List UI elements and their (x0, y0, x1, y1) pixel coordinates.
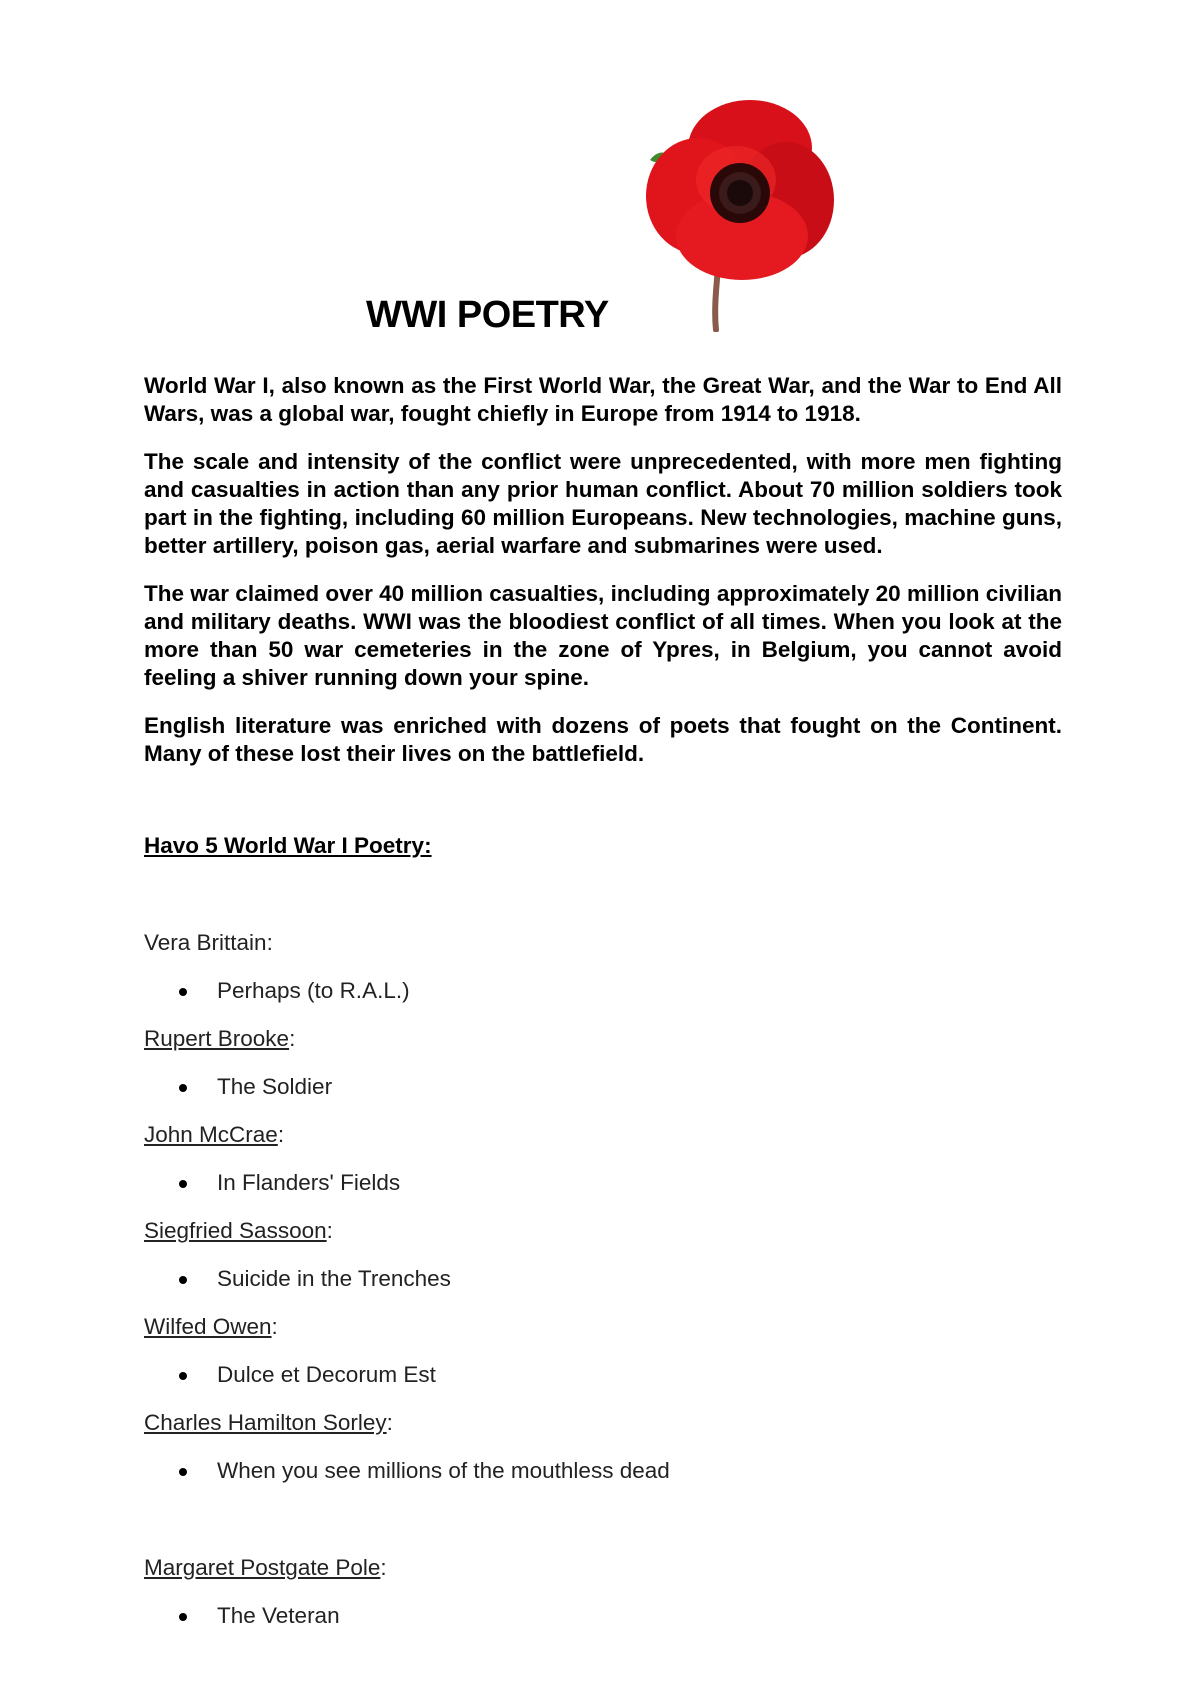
poet-entry: Wilfed Owen: Dulce et Decorum Est (144, 1313, 1044, 1389)
intro-paragraph: English literature was enriched with dozens of poets that fought on the Continent. Many of these lost their lives on the battlefield. (144, 713, 1062, 766)
bullet-icon (179, 1180, 187, 1188)
intro-paragraph: World War I, also known as the First World War, the Great War, and the War to End All Wars, was a global war, fought chiefly in Europe from 1914 to 1918. (144, 373, 1062, 426)
poet-name-link[interactable]: Margaret Postgate Pole (144, 1555, 381, 1580)
intro-text (144, 372, 1062, 788)
poem-title: Suicide in the Trenches (217, 1266, 451, 1291)
section-heading: Havo 5 World War I Poetry: (144, 833, 432, 858)
poem-title: The Soldier (217, 1074, 333, 1099)
poem-title: Perhaps (to R.A.L.) (217, 978, 410, 1003)
poem-item (217, 1457, 1044, 1485)
poet-name-link[interactable]: Wilfed Owen (144, 1314, 272, 1339)
poem-item (217, 977, 1044, 1005)
bullet-icon (179, 1372, 187, 1380)
poem-item (217, 1602, 1044, 1630)
bullet-icon (179, 1084, 187, 1092)
poet-name-link[interactable]: Charles Hamilton Sorley (144, 1410, 387, 1435)
poet-entry: Siegfried Sassoon: Suicide in the Trenches (144, 1217, 1044, 1293)
poppy-icon (640, 100, 840, 332)
poet-entry: Rupert Brooke: The Soldier (144, 1025, 1044, 1101)
poet-name-link[interactable]: Siegfried Sassoon (144, 1218, 327, 1243)
poem-item (217, 1361, 1044, 1389)
poem-item (217, 1169, 1044, 1197)
poet-entry: John McCrae: In Flanders' Fields (144, 1121, 1044, 1197)
poet-name: Vera Brittain (144, 930, 267, 955)
bullet-icon (179, 1613, 187, 1621)
bullet-icon (179, 988, 187, 996)
poet-entry: Vera Brittain: Perhaps (to R.A.L.) (144, 929, 1044, 1005)
intro-paragraph: The war claimed over 40 million casualties, including approximately 20 million civilian and military deaths. WWI was the bloodiest conflict of all times. When you look at the more than 50 war cemeteries in the zone of Ypres, in Belgium, you cannot avoid feeling a shiver running down your spine. (144, 581, 1062, 690)
poem-title: When you see millions of the mouthless dead (217, 1458, 670, 1483)
intro-paragraph: The scale and intensity of the conflict were unprecedented, with more men fighting and casualties in action than any prior human conflict. About 70 million soldiers took part in the fighting, including 60 million Europeans. New technologies, machine guns, better artillery, poison gas, aerial warfare and submarines were used. (144, 449, 1062, 558)
poet-list (144, 929, 1044, 1650)
poem-title: In Flanders' Fields (217, 1170, 401, 1195)
poet-entry: Margaret Postgate Pole: The Veteran (144, 1554, 1044, 1630)
poem-item (217, 1073, 1044, 1101)
poet-name-link[interactable]: Rupert Brooke (144, 1026, 290, 1051)
poem-title: Dulce et Decorum Est (217, 1362, 436, 1387)
poem-title: The Veteran (217, 1603, 340, 1628)
bullet-icon (179, 1276, 187, 1284)
poet-entry: Charles Hamilton Sorley: When you see millions of the mouthless dead (144, 1409, 1044, 1485)
bullet-icon (179, 1468, 187, 1476)
page-title: WWI POETRY (366, 294, 609, 336)
poet-name-link[interactable]: John McCrae (144, 1122, 278, 1147)
poem-item (217, 1265, 1044, 1293)
